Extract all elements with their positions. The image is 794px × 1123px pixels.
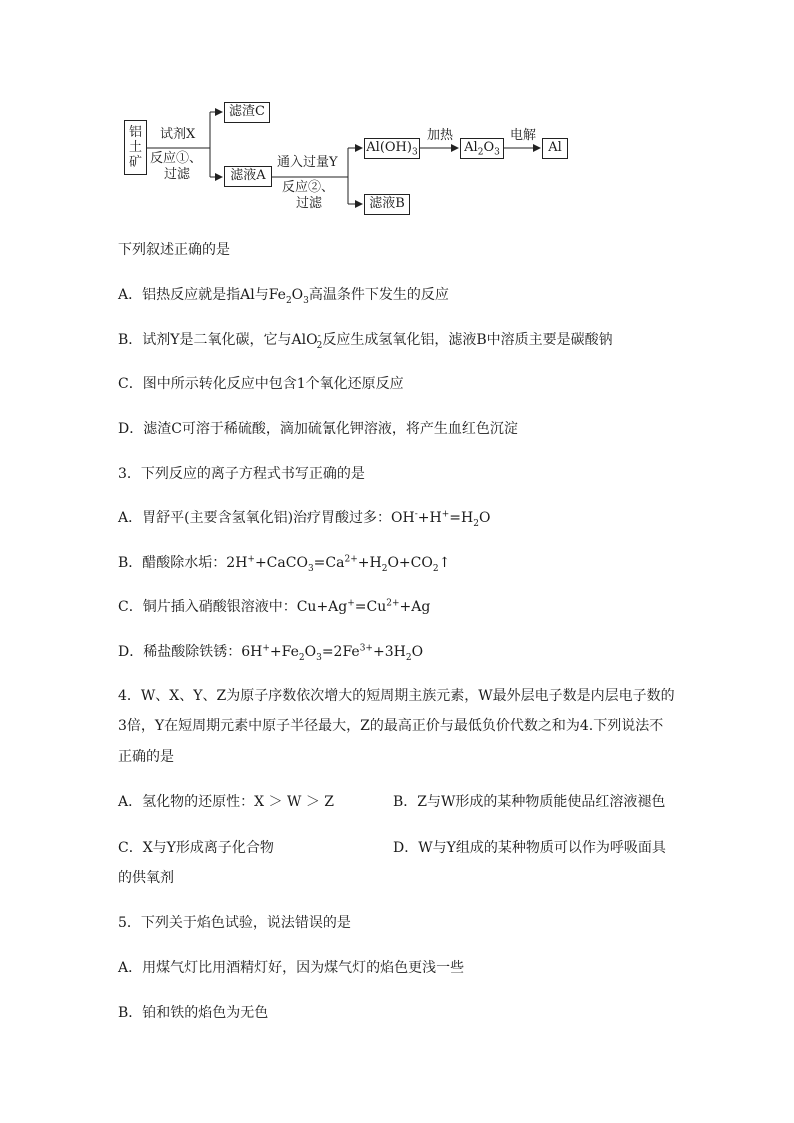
reaction-1-label: 反应①、 (150, 151, 203, 166)
bauxite-char: 土 (128, 140, 142, 155)
q3-option-c: C．铜片插入硝酸银溶液中：$Cu+Ag^+=Cu^{2+}+Ag$ (118, 598, 431, 615)
filtrate-b-text: 滤液B (369, 196, 405, 211)
bauxite-char: 铝 (128, 125, 142, 140)
al-oh3-box (364, 138, 420, 159)
q4-option-a: A．氢化物的还原性：X ＞ W ＞ Z (118, 794, 334, 810)
al-box (542, 138, 568, 159)
q4-option-d-cont: 的供氧剂 (118, 870, 174, 886)
al-oh3-text: $Al(OH)_3$ (366, 140, 418, 158)
residue-c-text: 滤渣C (229, 104, 265, 119)
filtrate-a-text: 滤液A (230, 168, 266, 183)
q3-option-b: B．醋酸除水垢：$2H^++CaCO_3=Ca^{2+}+H_2O+CO_2↑$ (118, 554, 451, 574)
residue-c-box (224, 102, 270, 123)
filter-2-label: 过滤 (296, 196, 323, 211)
heat-label: 加热 (427, 128, 454, 143)
q2-option-a: A．铝热反应就是指Al与$Fe_2O_3$高温条件下发生的反应 (118, 287, 449, 306)
reagent-x-label: 试剂X (160, 127, 196, 142)
filtrate-a-box (224, 166, 272, 187)
q3-option-d: D．稀盐酸除铁锈：$6H^++Fe_2O_3=2Fe^{3+}+3H_2O$ (118, 643, 424, 663)
pass-y-label: 通入过量Y (277, 155, 338, 170)
electrolysis-label: 电解 (510, 128, 537, 143)
filtrate-b-box (364, 194, 410, 215)
q4-stem-line1: 4．W、X、Y、Z为原子序数依次增大的短周期主族元素，W最外层电子数是内层电子数的 (118, 688, 675, 704)
filter-1-label: 过滤 (164, 167, 191, 182)
process-flow-diagram (0, 0, 794, 230)
q2-option-b: B．试剂Y是二氧化碳，它与AlO-$_2$反应生成氢氧化铝，滤液B中溶质主要是碳酸钠 (118, 331, 613, 351)
q3-option-a: A．胃舒平(主要含氢氧化铝)治疗胃酸过多：$OH^-+H^+=H_2O$ (118, 509, 491, 529)
al2o3-text: $Al_2O_3$ (464, 140, 500, 158)
q4-option-d: D．W与Y组成的某种物质可以作为呼吸面具 (393, 840, 666, 856)
reaction-2-label: 反应②、 (282, 180, 335, 195)
bauxite-char: 矿 (128, 155, 142, 170)
q4-stem-line2: 3倍，Y在短周期元素中原子半径最大，Z的最高正价与最低负价代数之和为4.下列说法不 (118, 718, 664, 734)
q5-stem: 5．下列关于焰色试验，说法错误的是 (118, 915, 351, 931)
q5-option-a: A．用煤气灯比用酒精灯好，因为煤气灯的焰色更浅一些 (118, 960, 465, 976)
al2o3-box (460, 138, 504, 159)
q3-stem: 3．下列反应的离子方程式书写正确的是 (118, 466, 365, 482)
q4-option-b: B．Z与W形成的某种物质能使品红溶液褪色 (393, 794, 666, 810)
q2-option-c: C．图中所示转化反应中包含1个氧化还原反应 (118, 376, 404, 392)
q4-stem-line3: 正确的是 (118, 749, 174, 765)
q2-stem: 下列叙述正确的是 (118, 242, 230, 258)
q2-option-d: D．滤渣C可溶于稀硫酸，滴加硫氰化钾溶液，将产生血红色沉淀 (118, 421, 518, 437)
bauxite-box (124, 120, 147, 175)
al-text: Al (548, 140, 562, 155)
q5-option-b: B．铂和铁的焰色为无色 (118, 1005, 269, 1021)
q4-option-c: C．X与Y形成离子化合物 (118, 840, 274, 856)
